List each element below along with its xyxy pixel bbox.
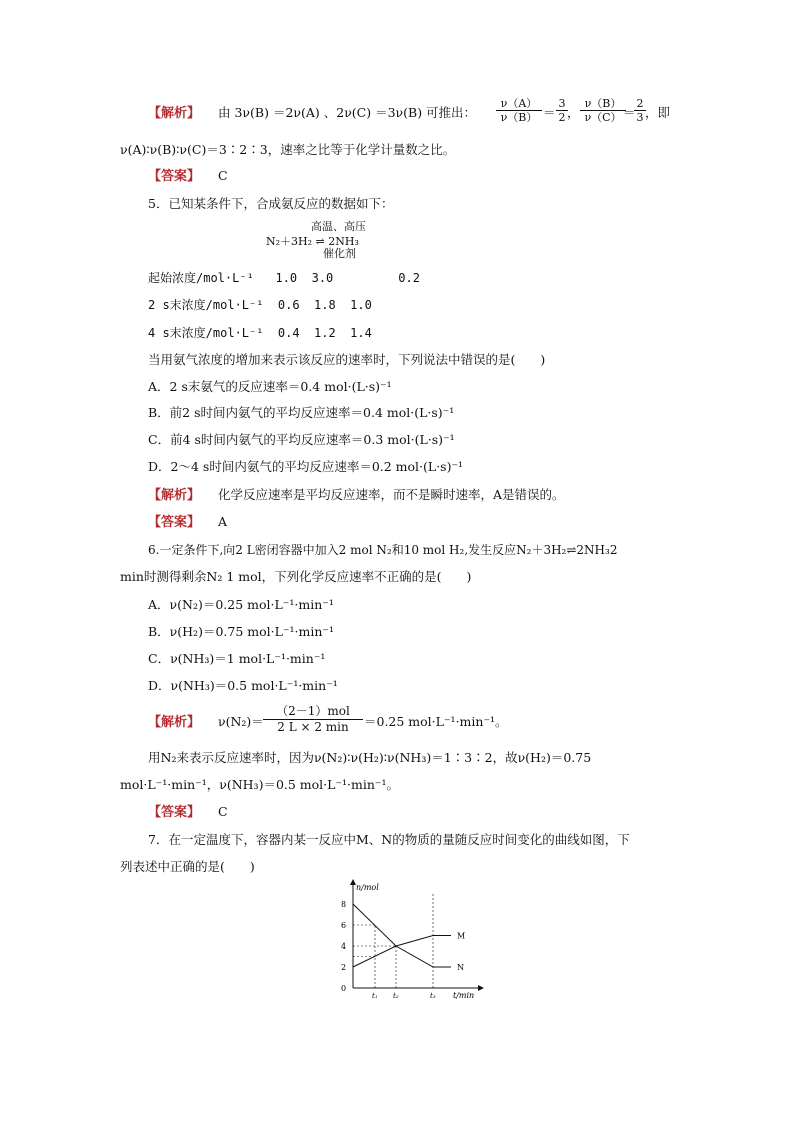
- analysis-line-2: 用N₂来表示反应速率时，因为ν(N₂)∶ν(H₂)∶ν(NH₃)＝1∶3∶2，故ν(H₂)＝0.75: [148, 750, 592, 765]
- question-stem-cont: 列表述中正确的是( ): [120, 859, 255, 874]
- reaction-condition-top: 高温、高压: [311, 220, 366, 233]
- analysis-text-end: ＝0.25 mol·L⁻¹·min⁻¹。: [364, 714, 508, 729]
- y-tick-label: 2: [341, 963, 347, 972]
- answer-value: C: [218, 168, 228, 183]
- analysis-tag: 【解析】: [148, 488, 201, 503]
- option-b: B．前2 s时间内氨气的平均反应速率＝0.4 mol·(L·s)⁻¹: [148, 405, 455, 420]
- fraction: $\frac{\nu(B)}{\nu(C)}$: [580, 97, 626, 124]
- answer-line: [148, 804, 228, 821]
- answer-value: C: [218, 804, 228, 819]
- x-tick-label: t₁: [372, 992, 378, 1000]
- x-tick-label: t₂: [393, 992, 399, 1000]
- y-tick-label: 0: [341, 984, 347, 993]
- fraction: $\frac{2}{3}$: [634, 97, 646, 124]
- answer-tag: 【答案】: [148, 515, 201, 530]
- series-line-m: [353, 936, 451, 968]
- option-d: D．ν(NH₃)＝0.5 mol·L⁻¹·min⁻¹: [148, 678, 338, 693]
- reaction-condition-bottom: 催化剂: [323, 247, 356, 260]
- x-axis-label: t/min: [453, 991, 475, 1000]
- equals-sign: ＝: [543, 105, 556, 120]
- line-chart: [335, 878, 485, 1000]
- data-row: 4 s末浓度/mol·L⁻¹ 0.4 1.2 1.4: [148, 326, 372, 340]
- option-a: A．2 s末氨气的反应速率＝0.4 mol·(L·s)⁻¹: [148, 379, 392, 394]
- equals-sign: ＝: [623, 105, 636, 120]
- analysis-line: [148, 714, 264, 731]
- question-stem: 5．已知某条件下，合成氨反应的数据如下：: [148, 196, 394, 211]
- y-tick-label: 4: [341, 942, 347, 951]
- question-stem: 6.一定条件下,向2 L密闭容器中加入2 mol N₂和10 mol H₂,发生反应N₂＋3H₂⇌2NH₃2: [148, 543, 618, 557]
- option-d: D．2～4 s时间内氨气的平均反应速率＝0.2 mol·(L·s)⁻¹: [148, 459, 464, 474]
- answer-value: A: [218, 514, 228, 529]
- y-tick-label: 8: [341, 900, 347, 909]
- analysis-tag: 【解析】: [148, 106, 201, 121]
- y-axis-label: n/mol: [356, 883, 379, 892]
- analysis-text: 由 3ν(B) ＝2ν(A) 、2ν(C) ＝3ν(B) 可推出：: [218, 105, 477, 120]
- series-label-m: M: [457, 931, 466, 941]
- fraction: （2－1）mol 2 L × 2 min: [263, 704, 363, 735]
- analysis-line-2: ν(A)∶ν(B)∶ν(C)＝3∶2∶3，速率之比等于化学计量数之比。: [120, 142, 456, 157]
- answer-line: [148, 168, 228, 185]
- option-b: B．ν(H₂)＝0.75 mol·L⁻¹·min⁻¹: [148, 624, 334, 639]
- question-stem-cont: min时测得剩余N₂ 1 mol，下列化学反应速率不正确的是( ): [120, 569, 472, 584]
- analysis-line: [148, 487, 565, 504]
- data-row: 2 s末浓度/mol·L⁻¹ 0.6 1.8 1.0: [148, 298, 372, 312]
- option-a: A．ν(N₂)＝0.25 mol·L⁻¹·min⁻¹: [148, 597, 334, 612]
- analysis-text-end: ，即: [645, 105, 671, 120]
- analysis-tag: 【解析】: [148, 715, 201, 730]
- option-c: C．前4 s时间内氨气的平均反应速率＝0.3 mol·(L·s)⁻¹: [148, 432, 455, 447]
- answer-tag: 【答案】: [148, 169, 201, 184]
- analysis-line-3: mol·L⁻¹·min⁻¹，ν(NH₃)＝0.5 mol·L⁻¹·min⁻¹。: [120, 777, 400, 792]
- option-c: C．ν(NH₃)＝1 mol·L⁻¹·min⁻¹: [148, 651, 326, 666]
- data-row: 起始浓度/mol·L⁻¹ 1.0 3.0 0.2: [148, 271, 420, 285]
- answer-line: [148, 514, 227, 531]
- answer-tag: 【答案】: [148, 805, 201, 820]
- comma: ，: [567, 105, 580, 120]
- analysis-text: 化学反应速率是平均反应速率，而不是瞬时速率，A是错误的。: [218, 487, 565, 502]
- analysis-text: ν(N₂)＝: [218, 714, 264, 729]
- series-label-n: N: [457, 963, 464, 972]
- y-tick-label: 6: [341, 921, 347, 930]
- fraction: $\frac{3}{2}$: [556, 97, 568, 124]
- reaction-equation: N₂＋3H₂ ⇌ 2NH₃: [266, 235, 359, 248]
- analysis-line: [148, 105, 476, 122]
- question-text: 当用氨气浓度的增加来表示该反应的速率时，下列说法中错误的是( ): [148, 352, 546, 367]
- fraction: $\frac{\nu(A)}{\nu(B)}$: [496, 97, 542, 124]
- x-tick-label: t₃: [430, 992, 436, 1000]
- question-stem: 7．在一定温度下，容器内某一反应中M、N的物质的量随反应时间变化的曲线如图，下: [148, 832, 630, 847]
